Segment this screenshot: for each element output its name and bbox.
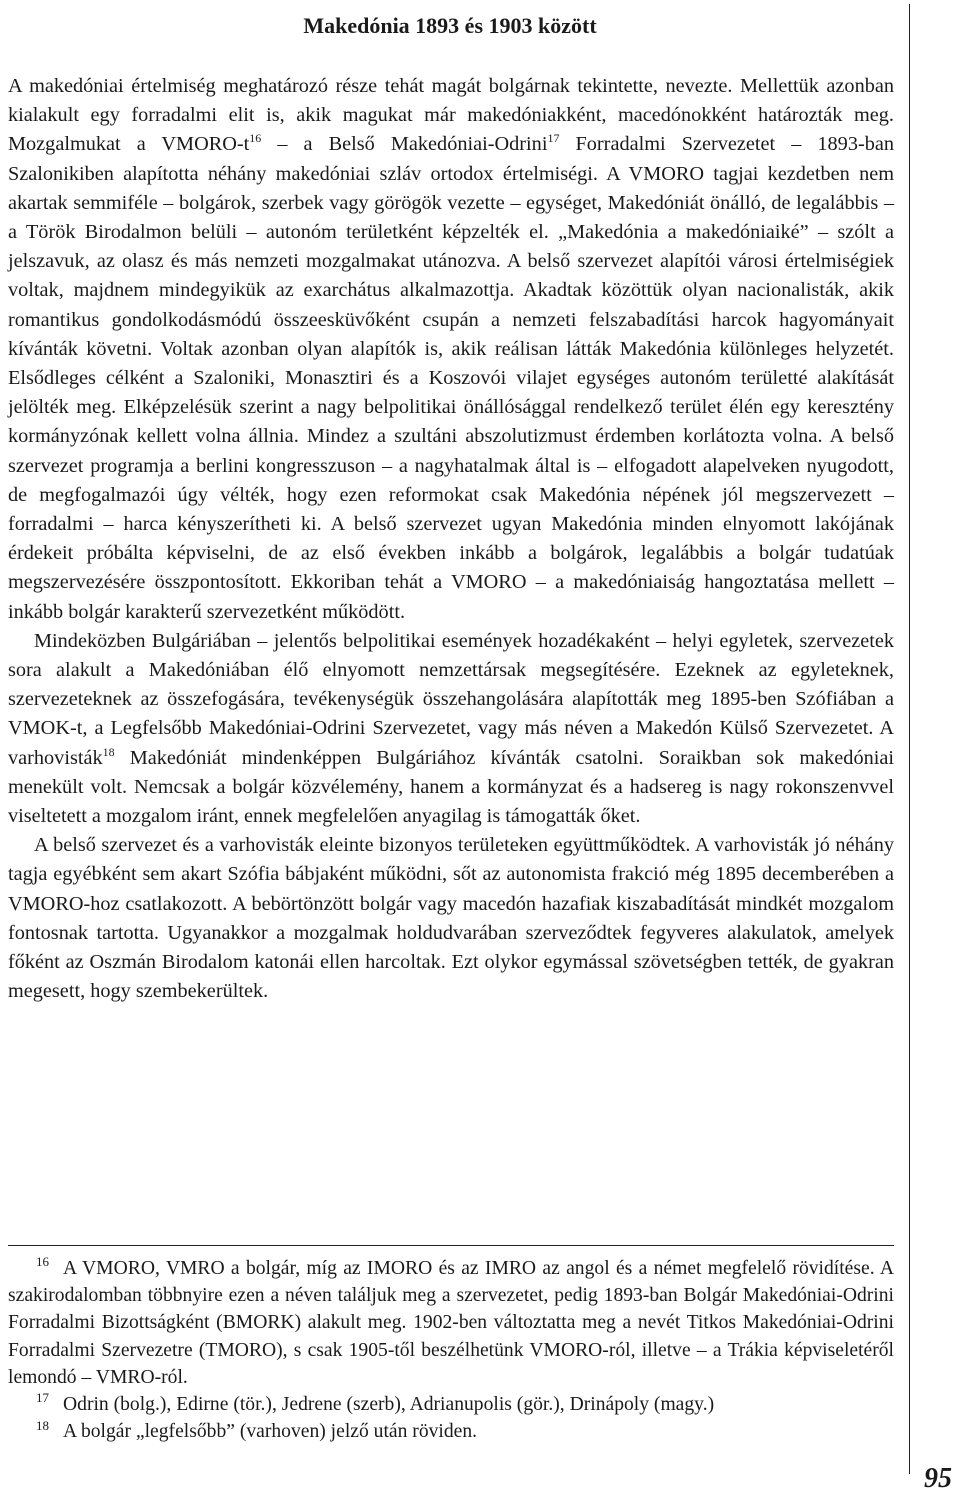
footnote-ref-18[interactable]: 18 [102,744,115,759]
paragraph-2-part-b: Makedóniát mindenképpen Bulgáriához kívánták csatolni. Soraikban sok makedóniai menekült volt. Nemcsak a bolgár közvélemény, hanem a kormányzat és a hadsereg is nagy rokonszenvvel viseltetett a mozgalom iránt, ennek megfelelően anyagilag is támogatták őket. [8,746,894,828]
footnote-ref-17[interactable]: 17 [547,131,560,146]
paragraph-3 [8,831,894,1006]
footnote-18 [8,1418,894,1445]
margin-rule [909,4,910,1474]
paragraph-2 [8,627,894,831]
footnote-text: A VMORO, VMRO a bolgár, míg az IMORO és az IMRO az angol és a német megfelelő rövidítése. A szakirodalomban többnyire ezen a néven találjuk meg a szervezetet, pedig 1893-ban Bolgár Makedóniai-Odrini Forradalmi Bizottságként (BMORK) alakult meg. 1902-ben változtatta meg a nevét Titkos Makedóniai-Odrini Forradalmi Szervezetre (TMORO), s csak 1905-től beszélhetünk VMORO-ról, illetve – a Trákia képviseletéről lemondó – VMRO-ról. [8,1258,894,1388]
paragraph-3-text: A belső szervezet és a varhovisták eleinte bizonyos területeken együttműködtek. A varhovisták jó néhány tagja egyébként sem akart Szófia bábjaként működni, sőt az autonomista frakció még 1895 decemberében a VMORO-hoz csatlakozott. A bebörtönzött bolgár vagy macedón hazafiak kiszabadítását mindkét mozgalom fontosnak tartotta. Ugyanakkor a mozgalmak holdudvarában szerveződtek fegyveres alakulatok, amelyek főként az Oszmán Birodalom katonái ellen harcoltak. Ezt olykor egymással szövetségben tették, de gyakran megesett, hogy szembekerültek. [8,834,894,1003]
footnote-divider [8,1245,894,1246]
paragraph-1 [8,72,894,627]
paragraph-1-part-c: Forradalmi Szervezetet – 1893-ban Szalonikiben alapította néhány makedóniai szláv ortodox értelmiségi. A VMORO tagjai kezdetben nem akartak semmiféle – bolgárok, szerbek vagy görögök vezette – egységet, Makedóniát önálló, de legalábbis – a Török Birodalmon belüli – autonóm területként képzelték el. „Makedónia a makedóniaiké” – szólt a jelszavuk, az olasz és más nemzeti mozgalmakat utánozva. A belső szervezet alapítói városi értelmiségiek voltak, majdnem mindegyikük az exarchátus alkalmazottja. Akadtak közöttük olyan nacionalisták, akik romantikus gondolkodásmódú összeesküvőként csupán a nemzeti felszabadítási harcok hagyományait kívánták követni. Voltak azonban olyan alapítók is, akik reálisan látták Makedónia különleges helyzetét. Elsődleges célként a Szaloniki, Monasztiri és a Koszovói vilajet egységes autonóm területté alakítását jelölték meg. Elképzelésük szerint a nagy belpolitikai önállósággal rendelkező terület élén egy keresztény kormányzónak kellett volna állnia. Mindez a szultáni abszolutizmust érdemben korlátozta volna. A belső szervezet programja a berlini kongresszuson – a nagyhatalmak által is – elfogadott alapelveken nyugodott, de megfogalmazói úgy vélték, hogy ezen reformokat csak Makedónia népének jól megszervezett – forradalmi – harca kényszerítheti ki. A belső szervezet ugyan Makedónia minden elnyomott lakójának érdekeit próbálta képviselni, de az első években inkább a bolgárok, legalábbis a bolgár tudatúak megszervezésére összpontosított. Ekkoriban tehát a VMORO – a makedóniaiság hangoztatása mellett – inkább bolgár karakterű szervezetként működött. [8,133,895,623]
footnotes [8,1255,894,1445]
paragraph-1-part-a: A makedóniai értelmiség meghatározó része tehát magát bolgárnak tekintette, nevezte. Mellettük azonban kialakult egy forradalmi elit is, akik magukat már makedóniakként, macedónokként határozták meg. Mozgalmukat a VMORO-t [8,75,894,156]
footnote-number: 17 [36,1390,49,1406]
footnote-number: 16 [36,1254,49,1270]
footnote-17 [8,1391,894,1418]
footnote-16 [8,1255,894,1391]
page-number: 95 [924,1463,952,1494]
footnote-text: Odrin (bolg.), Edirne (tör.), Jedrene (szerb), Adrianupolis (gör.), Drinápoly (magy.) [63,1394,715,1416]
page-title: Makedónia 1893 és 1903 között [303,13,597,38]
paragraph-2-part-a: Mindeközben Bulgáriában – jelentős belpolitikai események hozadékaként – helyi egyletek, szervezetek sora alakult a Makedóniában élő elnyomott nemzettársak megsegítésére. Ezeknek az egyleteknek, szervezeteknek az összefogására, tevékenységük összehangolására alapították meg 1895-ben Szófiában a VMOK-t, a Legfelsőbb Makedóniai-Odrini Szervezetet, vagy más néven a Makedón Külső Szervezetet. A varhovisták [8,629,894,769]
body-text [8,72,894,1007]
footnote-ref-16[interactable]: 16 [249,131,262,146]
footnote-text: A bolgár „legfelsőbb” (varhoven) jelző után röviden. [63,1421,478,1443]
footnote-number: 18 [36,1417,49,1433]
paragraph-1-part-b: – a Belső Makedóniai-Odrini [261,133,548,156]
